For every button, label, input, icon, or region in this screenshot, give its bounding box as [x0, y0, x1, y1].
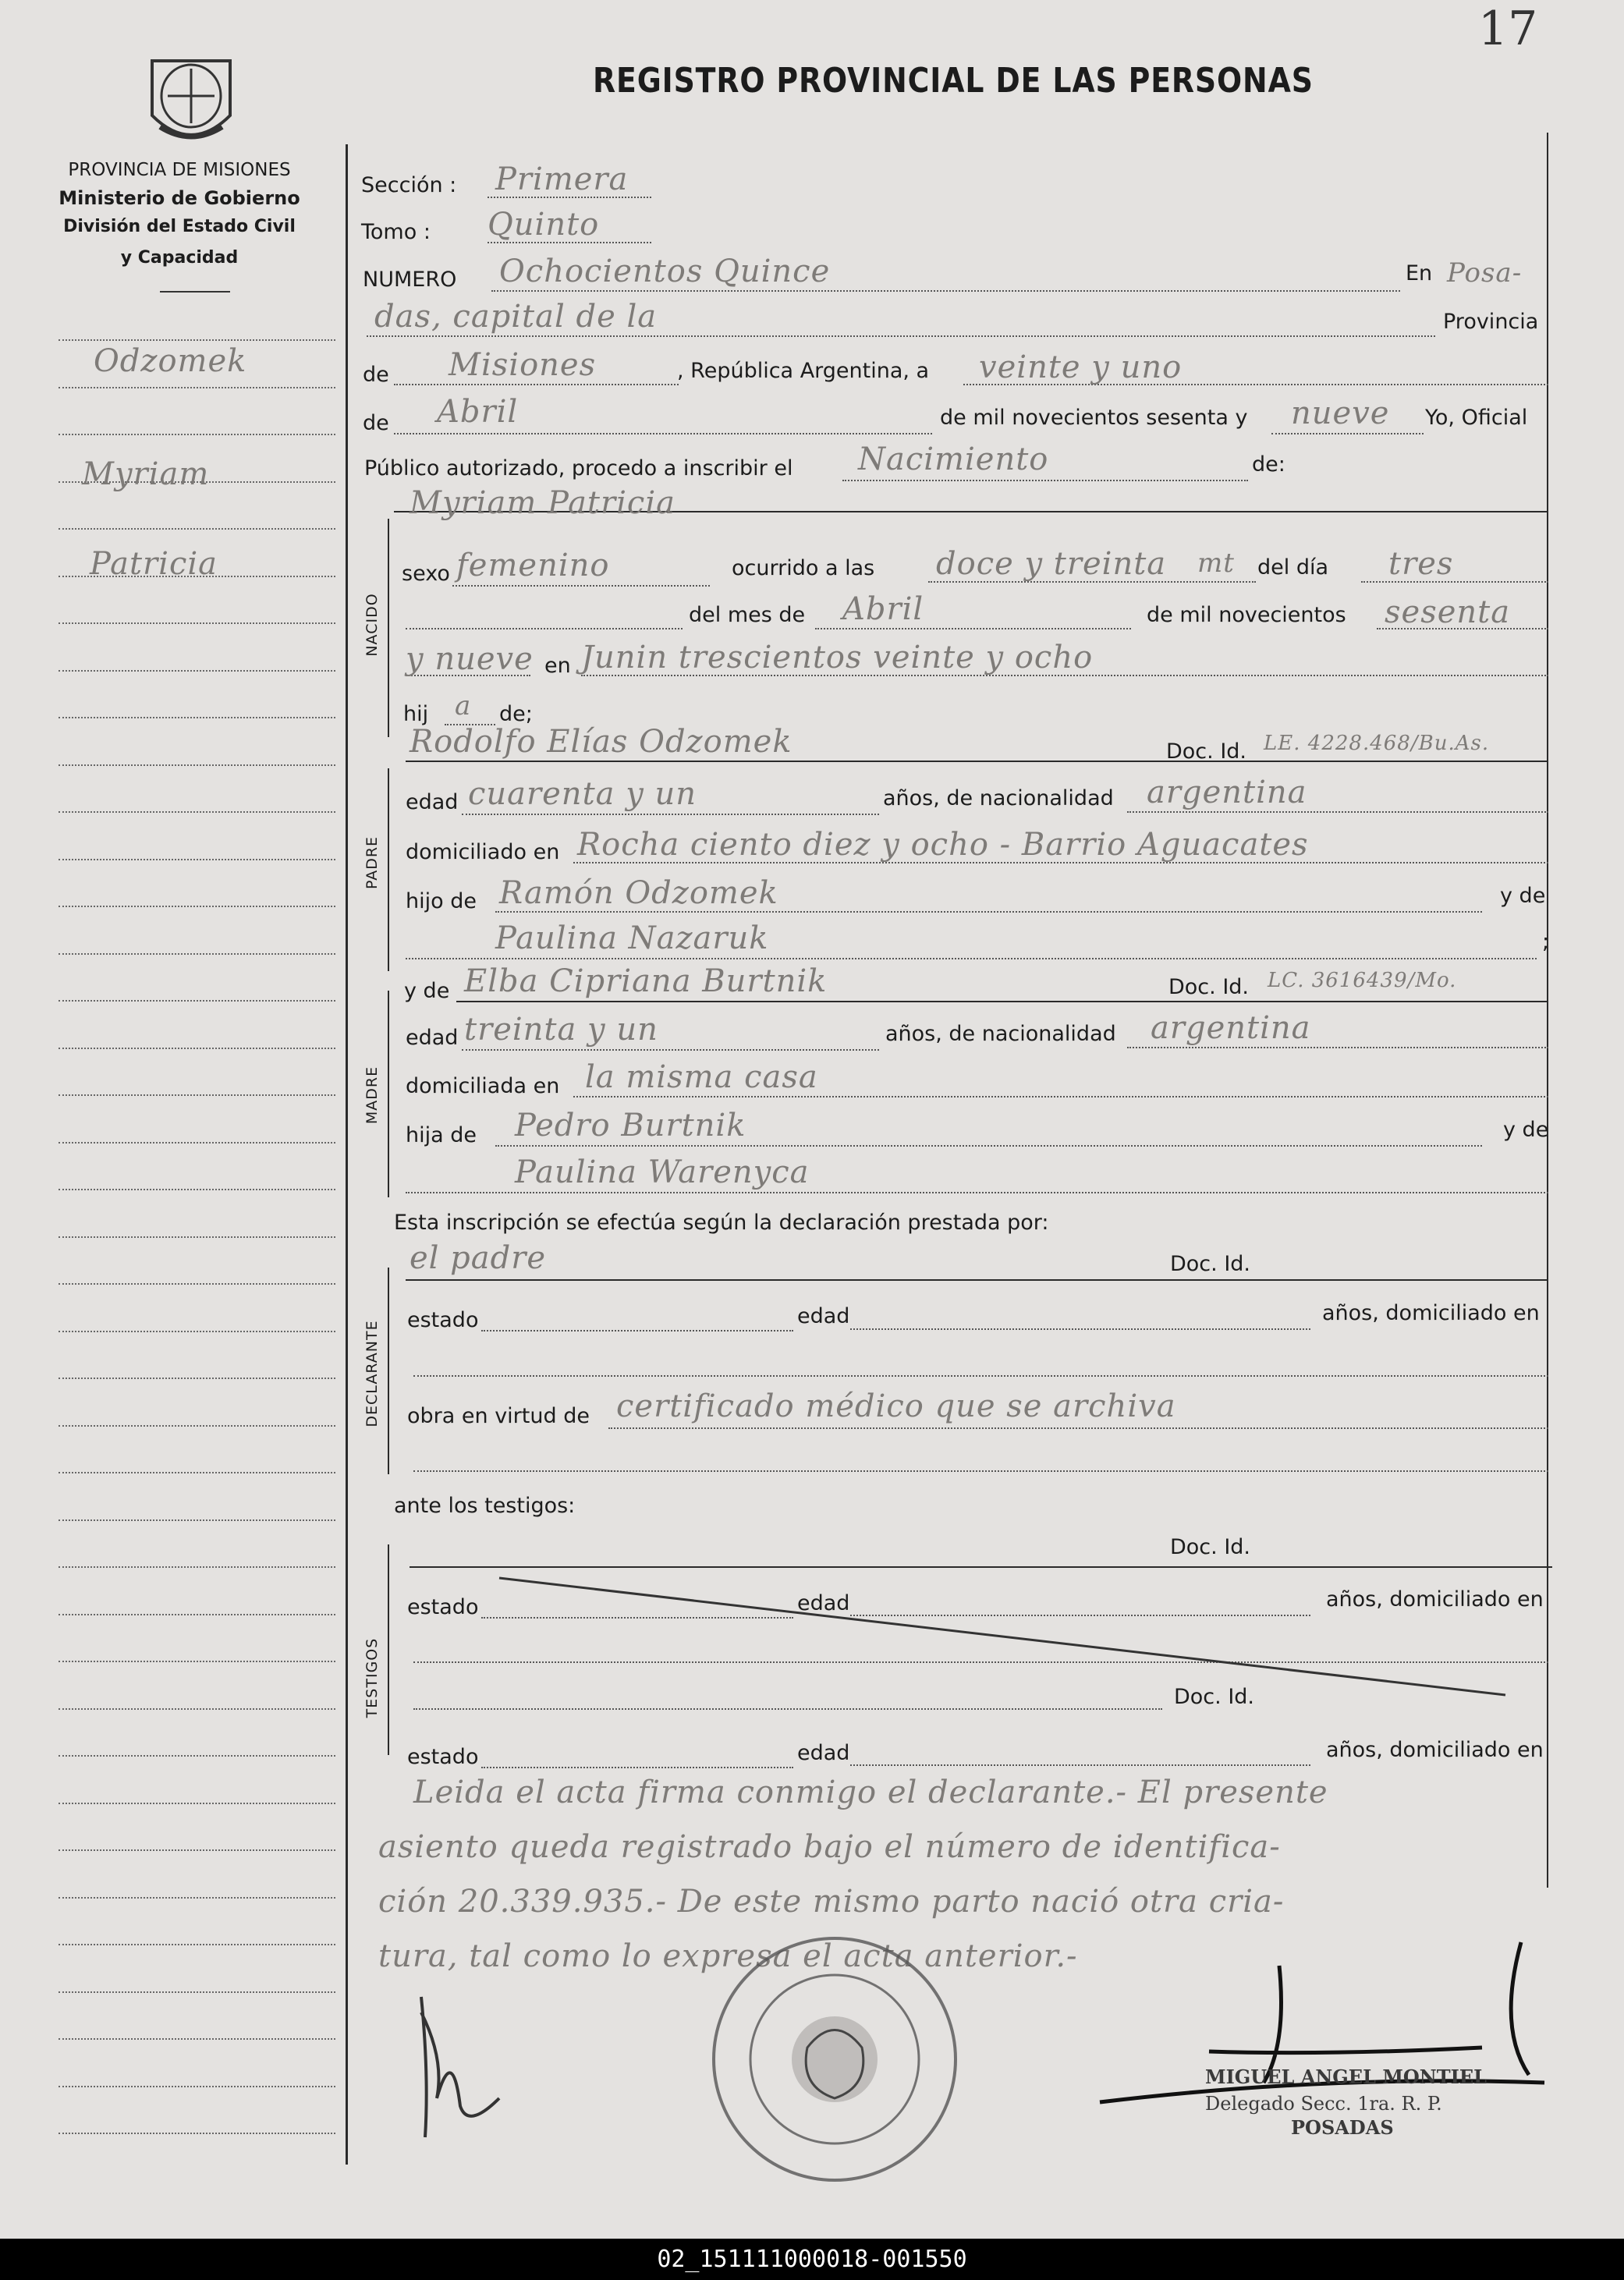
- value-padre-edad: cuarenta y un: [468, 776, 697, 812]
- label-de-mes: de: [363, 411, 389, 435]
- label-madre-yde: y de: [1503, 1118, 1549, 1142]
- registry-stamp-icon: [706, 1931, 963, 2188]
- header-province: PROVINCIA DE MISIONES: [68, 160, 291, 180]
- label-yo-oficial: Yo, Oficial: [1425, 406, 1528, 430]
- section-testigos: TESTIGOS: [363, 1637, 381, 1718]
- label-madre-edad: edad: [406, 1026, 459, 1050]
- value-sexo: femenino: [456, 548, 610, 583]
- value-mes-nac: Abril: [842, 591, 924, 627]
- label-testigo1-dom: años, domiciliado en: [1326, 1587, 1544, 1612]
- label-testigo1-edad: edad: [797, 1591, 850, 1615]
- value-declarante: el padre: [410, 1240, 547, 1276]
- label-y-de-madre: y de: [404, 979, 450, 1003]
- label-de-semi: de;: [499, 702, 533, 726]
- value-madre-nombre: Elba Cipriana Burtnik: [464, 963, 828, 999]
- value-obra: certificado médico que se archiva: [616, 1388, 1176, 1424]
- official-city: POSADAS: [1291, 2116, 1394, 2139]
- label-padre-doc: Doc. Id.: [1166, 739, 1247, 764]
- value-hora: doce y treinta: [936, 546, 1167, 582]
- note-line-3: ción 20.339.935.- De este mismo parto nació otra cria-: [378, 1884, 1285, 1920]
- value-mes: Abril: [437, 394, 519, 430]
- label-declarante-dom: años, domiciliado en: [1322, 1301, 1540, 1325]
- label-de-mil-nov: de mil novecientos: [1147, 603, 1346, 627]
- value-madre-dom: la misma casa: [585, 1059, 818, 1095]
- margin-second-name: Patricia: [90, 546, 218, 582]
- label-madre-dom: domiciliada en: [406, 1074, 560, 1098]
- label-declarante-edad: edad: [797, 1304, 850, 1328]
- label-testigo2-estado: estado: [407, 1745, 479, 1769]
- label-testigo2-edad: edad: [797, 1741, 850, 1765]
- label-padre-edad: edad: [406, 790, 459, 814]
- value-dia: tres: [1388, 546, 1454, 582]
- section-declarante: DECLARANTE: [363, 1320, 381, 1427]
- value-padre-nombre: Rodolfo Elías Odzomek: [410, 724, 792, 760]
- label-testigo1-doc: Doc. Id.: [1170, 1535, 1251, 1559]
- value-anio-nac2: y nueve: [406, 641, 534, 677]
- value-madre-padre: Pedro Burtnik: [515, 1108, 746, 1144]
- page-number: 17: [1478, 2, 1538, 56]
- value-en-pos: Posa-: [1447, 257, 1523, 289]
- label-tomo: Tomo :: [361, 220, 431, 244]
- label-en: En: [1406, 261, 1433, 285]
- header-capacity: y Capacidad: [120, 248, 239, 268]
- label-de-mil: de mil novecientos sesenta y: [940, 406, 1248, 430]
- value-anio-nac1: sesenta: [1385, 594, 1511, 630]
- label-padre-yde: y de: [1500, 884, 1546, 908]
- note-line-2: asiento queda registrado bajo el número de identifica-: [378, 1829, 1281, 1865]
- label-del-dia: del día: [1257, 555, 1329, 580]
- value-acto: Nacimiento: [858, 441, 1049, 477]
- label-testigo2-doc: Doc. Id.: [1174, 1685, 1255, 1709]
- label-republica: , República Argentina, a: [677, 359, 930, 383]
- label-hij: hij: [403, 702, 429, 726]
- label-declarante-estado: estado: [407, 1308, 479, 1332]
- label-padre-dom: domiciliado en: [406, 840, 560, 864]
- label-numero: NUMERO: [363, 268, 457, 292]
- label-padre-nac: años, de nacionalidad: [883, 786, 1114, 810]
- label-seccion: Sección :: [361, 173, 457, 197]
- label-testigo2-dom: años, domiciliado en: [1326, 1738, 1544, 1762]
- label-ante-testigos: ante los testigos:: [394, 1494, 576, 1518]
- label-sexo: sexo: [402, 562, 450, 586]
- value-padre-nac: argentina: [1147, 775, 1307, 810]
- label-de-colon: de:: [1252, 452, 1285, 477]
- value-padre-doc: LE. 4228.468/Bu.As.: [1264, 732, 1490, 755]
- value-hora-suf: mt: [1197, 548, 1235, 579]
- value-padre-padre: Ramón Odzomek: [499, 875, 778, 911]
- official-name: MIGUEL ANGEL MONTIEL: [1205, 2065, 1487, 2088]
- label-provincia: Provincia: [1443, 310, 1539, 334]
- value-tomo: Quinto: [488, 207, 600, 243]
- value-padre-madre: Paulina Nazaruk: [495, 920, 769, 956]
- section-madre: MADRE: [363, 1066, 381, 1125]
- value-seccion: Primera: [495, 161, 629, 197]
- label-padre-hijo: hijo de: [406, 889, 477, 913]
- label-del-mes: del mes de: [689, 603, 806, 627]
- section-nacido: NACIDO: [363, 593, 381, 657]
- value-madre-doc: LC. 3616439/Mo.: [1268, 969, 1457, 992]
- label-declarante-doc: Doc. Id.: [1170, 1252, 1251, 1276]
- document-title: REGISTRO PROVINCIAL DE LAS PERSONAS: [593, 61, 1314, 101]
- section-padre: PADRE: [363, 835, 381, 890]
- value-madre-madre: Paulina Warenyca: [515, 1154, 810, 1190]
- value-fecha-dia: veinte y uno: [979, 349, 1183, 385]
- label-en-lugar: en: [544, 654, 571, 678]
- note-line-1: Leida el acta firma conmigo el declarante.- El presente: [413, 1775, 1328, 1810]
- value-anio: nueve: [1291, 395, 1390, 431]
- value-nombre: Myriam Patricia: [410, 485, 675, 521]
- value-madre-nac: argentina: [1151, 1010, 1311, 1046]
- header-division: División del Estado Civil: [63, 217, 296, 236]
- value-lugar: Junin trescientos veinte y ocho: [581, 640, 1094, 675]
- value-numero: Ochocientos Quince: [499, 254, 831, 289]
- label-madre-doc: Doc. Id.: [1168, 975, 1250, 999]
- image-id-footer: 02_151111000018-001550: [0, 2239, 1624, 2280]
- label-publico: Público autorizado, procedo a inscribir el: [364, 456, 793, 480]
- value-hij-suf: a: [455, 690, 472, 722]
- label-madre-nac: años, de nacionalidad: [885, 1022, 1116, 1046]
- margin-first-name: Myriam: [82, 456, 210, 492]
- label-ocurrido: ocurrido a las: [732, 556, 875, 580]
- label-esta-inscripcion: Esta inscripción se efectúa según la declaración prestada por:: [394, 1211, 1049, 1235]
- label-testigo1-estado: estado: [407, 1595, 479, 1619]
- header-ministry: Ministerio de Gobierno: [59, 187, 300, 209]
- note-line-4: tura, tal como lo expresa el acta anterior.-: [378, 1938, 1078, 1974]
- value-das: das, capital de la: [374, 299, 658, 335]
- label-obra: obra en virtud de: [407, 1404, 590, 1428]
- value-madre-edad: treinta y un: [464, 1012, 658, 1048]
- left-signature-icon: [390, 1981, 562, 2161]
- label-madre-hija: hija de: [406, 1123, 477, 1147]
- label-de-provincia: de: [363, 363, 389, 387]
- value-misiones: Misiones: [449, 347, 597, 383]
- official-title: Delegado Secc. 1ra. R. P.: [1205, 2093, 1442, 2115]
- label-semicolon: ;: [1542, 930, 1550, 954]
- margin-surname: Odzomek: [94, 343, 247, 379]
- value-padre-dom: Rocha ciento diez y ocho - Barrio Aguacates: [577, 827, 1309, 863]
